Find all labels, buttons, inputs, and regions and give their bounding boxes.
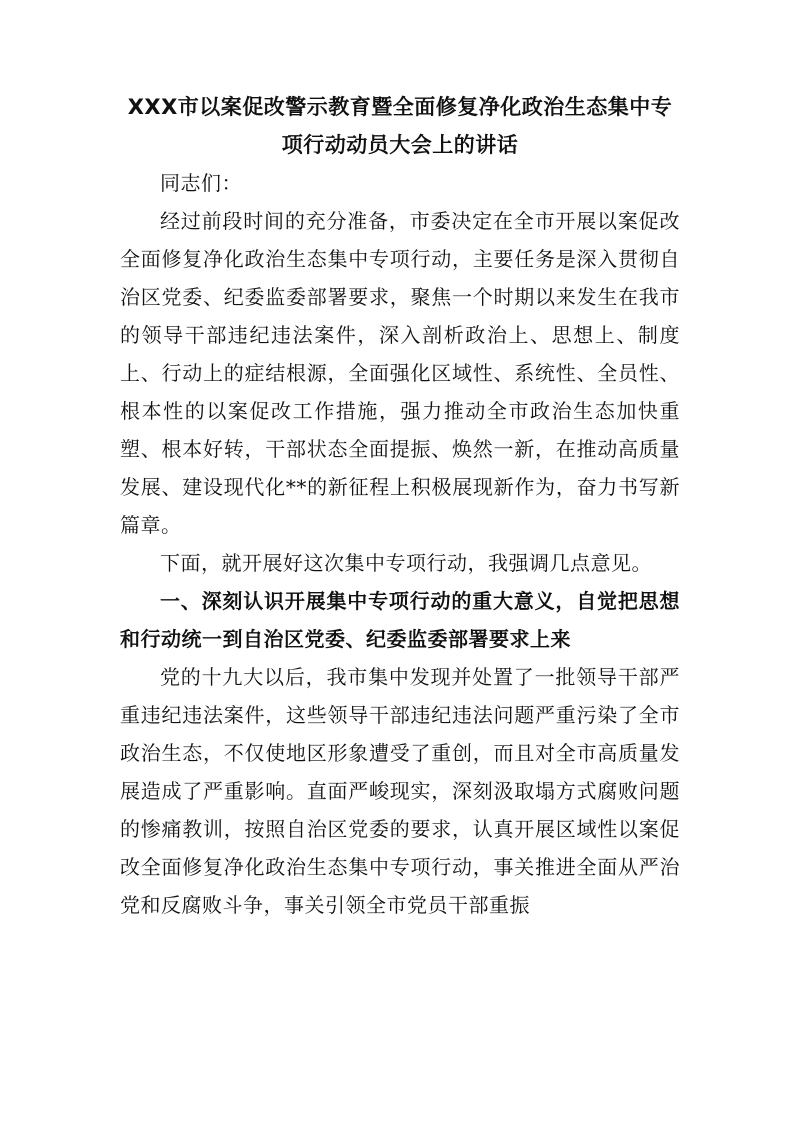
paragraph-transition: 下面，就开展好这次集中专项行动，我强调几点意见。 [160,551,652,575]
section-heading-1: 一、深刻认识开展集中专项行动的重大意义，自觉把思想和行动统一到自治区党委、纪委监委部署要求上来 [120,589,680,651]
title-line-2: 项行动动员大会上的讲话 [281,133,519,157]
paragraph-section-1: 党的十九大以后，我市集中发现并处置了一批领导干部严重违纪违法案件，这些领导干部违纪违法问题严重污染了全市政治生态，不仅使地区形象遭受了重创，而且对全市高质量发展造成了严重影响。直面严峻现实，深刻汲取塌方式腐败问题的惨痛教训，按照自治区党委的要求，认真开展区域性以案促改全面修复净化政治生态集中专项行动，事关推进全面从严治党和反腐败斗争，事关引领全市党员干部重振 [120,665,680,917]
document-title [120,88,680,164]
paragraph-intro: 经过前段时间的充分准备，市委决定在全市开展以案促改全面修复净化政治生态集中专项行动，主要任务是深入贯彻自治区党委、纪委监委部署要求，聚焦一个时期以来发生在我市的领导干部违纪违法案件，深入剖析政治上、思想上、制度上、行动上的症结根源，全面强化区域性、系统性、全员性、根本性的以案促改工作措施，强力推动全市政治生态加快重塑、根本好转，干部状态全面提振、焕然一新，在推动高质量发展、建设现代化**的新征程上积极展现新作为，奋力书写新篇章。 [120,209,680,537]
document-page [120,88,680,924]
title-line-1: XXX市以案促改警示教育暨全面修复净化政治生态集中专 [127,95,673,119]
salutation: 同志们： [160,171,242,195]
